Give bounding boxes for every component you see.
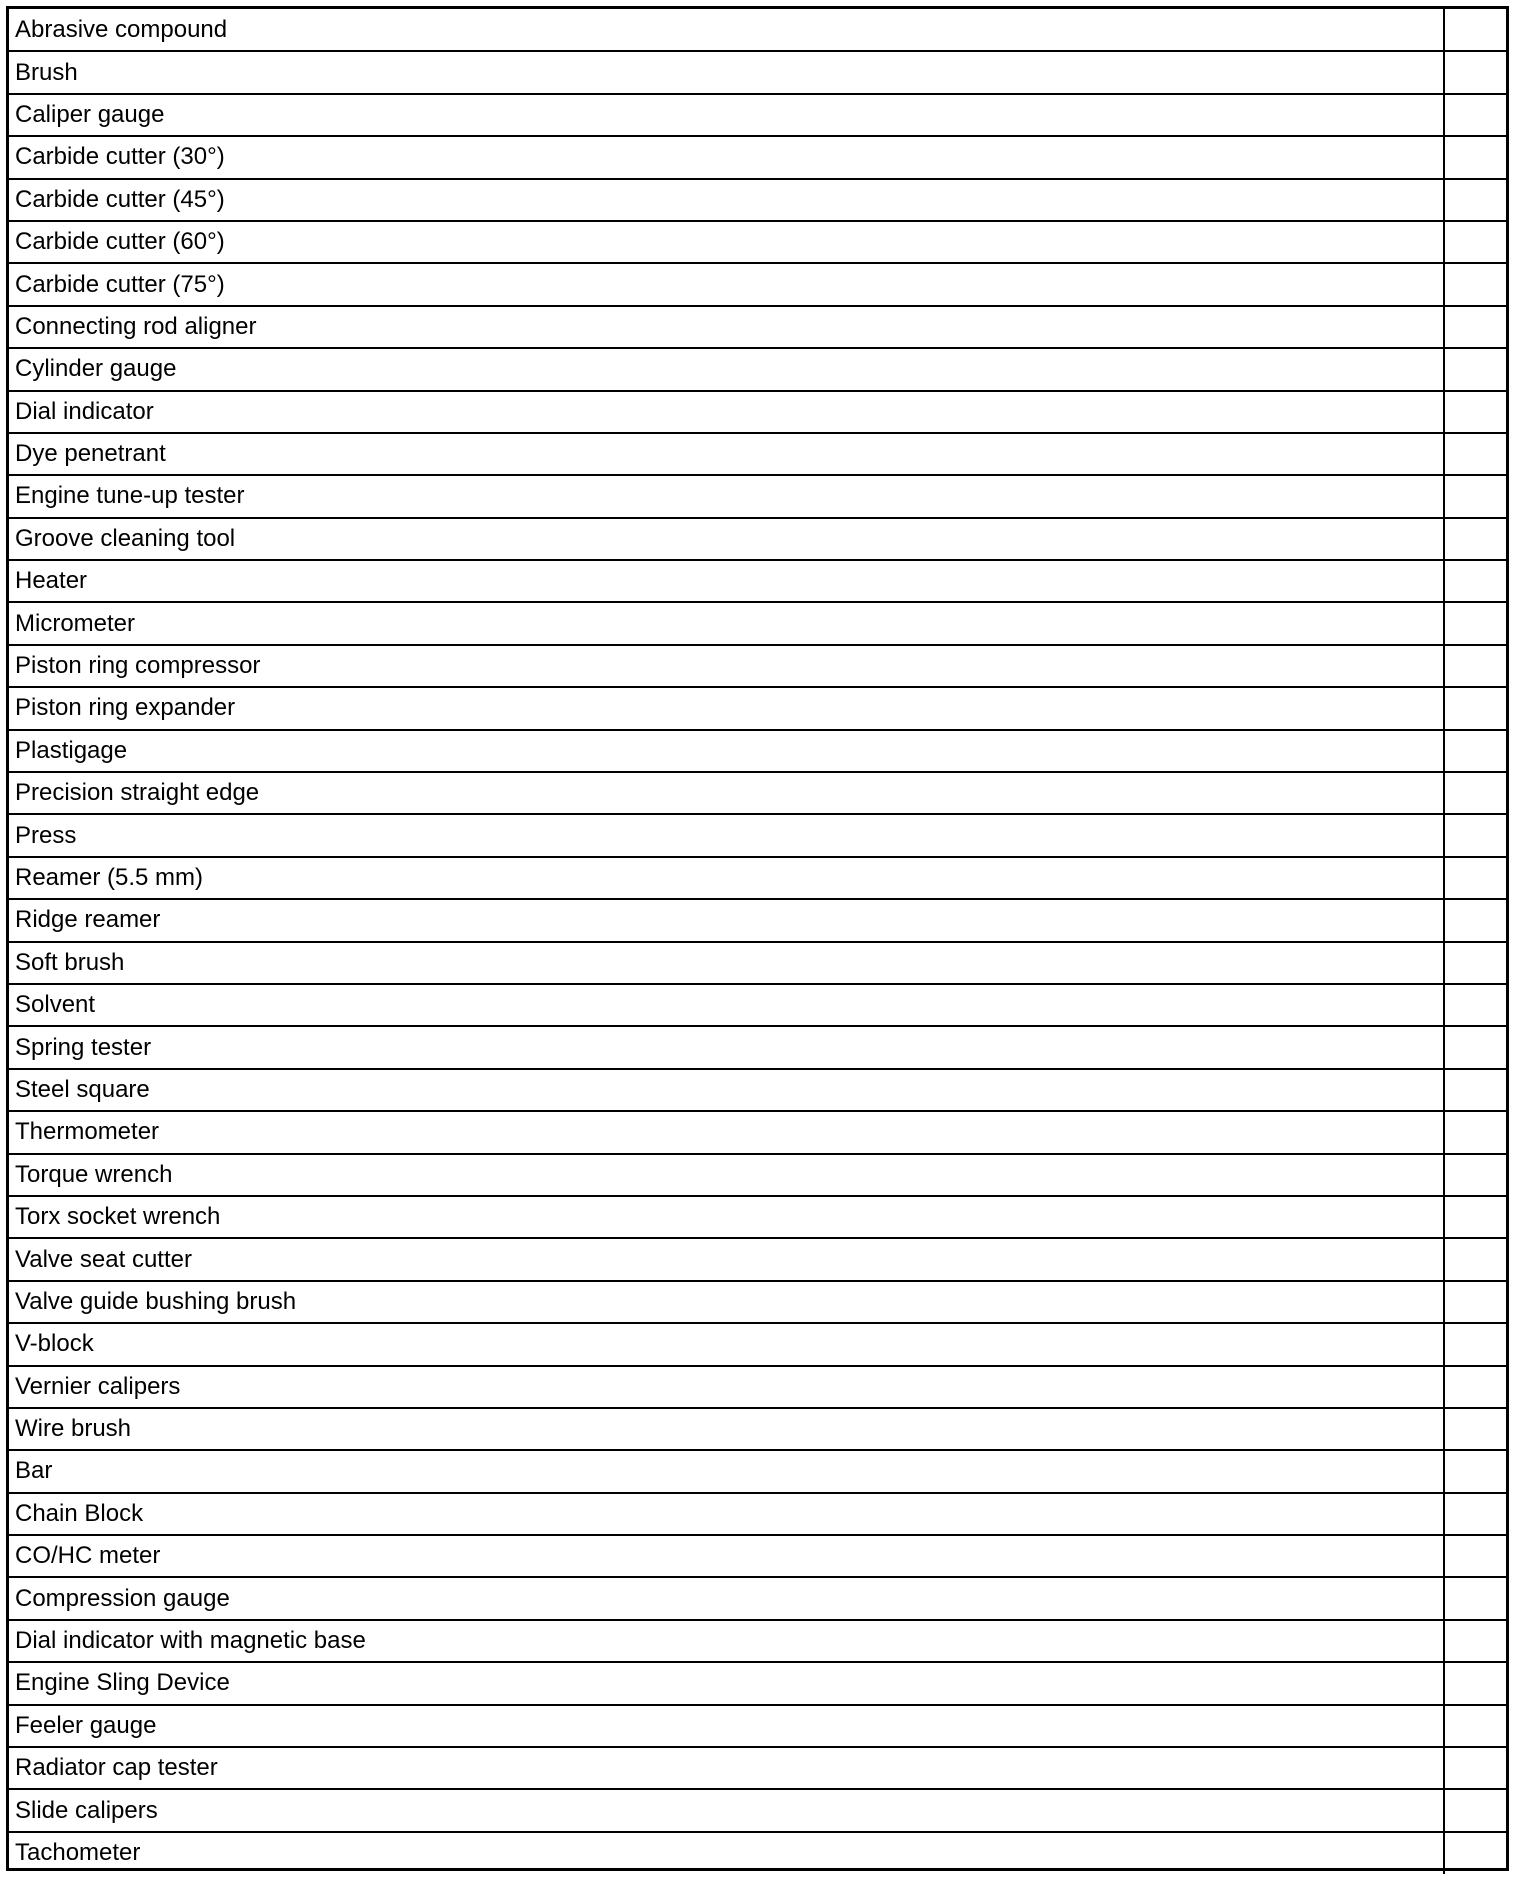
check-cell bbox=[1444, 1408, 1506, 1450]
tool-name-cell: Reamer (5.5 mm) bbox=[9, 857, 1444, 899]
tool-name-cell: Groove cleaning tool bbox=[9, 518, 1444, 560]
table-row bbox=[9, 942, 1506, 984]
check-cell bbox=[1444, 475, 1506, 517]
check-cell bbox=[1444, 942, 1506, 984]
check-cell bbox=[1444, 1281, 1506, 1323]
table-row bbox=[9, 1662, 1506, 1704]
table-row bbox=[9, 179, 1506, 221]
table-row bbox=[9, 1408, 1506, 1450]
table-row bbox=[9, 814, 1506, 856]
table-row bbox=[9, 1026, 1506, 1068]
check-cell bbox=[1444, 560, 1506, 602]
check-cell bbox=[1444, 433, 1506, 475]
table-row bbox=[9, 899, 1506, 941]
tool-name-cell: Ridge reamer bbox=[9, 899, 1444, 941]
check-cell bbox=[1444, 899, 1506, 941]
tool-name-cell: Carbide cutter (75°) bbox=[9, 263, 1444, 305]
table-row bbox=[9, 518, 1506, 560]
table-row bbox=[9, 94, 1506, 136]
tool-name-cell: Brush bbox=[9, 51, 1444, 93]
tool-name-cell: Vernier calipers bbox=[9, 1366, 1444, 1408]
tool-name-cell: Plastigage bbox=[9, 730, 1444, 772]
tool-name-cell: CO/HC meter bbox=[9, 1535, 1444, 1577]
check-cell bbox=[1444, 645, 1506, 687]
check-cell bbox=[1444, 1154, 1506, 1196]
table-row bbox=[9, 1196, 1506, 1238]
table-row bbox=[9, 1493, 1506, 1535]
tools-table-body bbox=[9, 9, 1506, 1874]
tools-table bbox=[9, 9, 1506, 1874]
tool-name-cell: Engine Sling Device bbox=[9, 1662, 1444, 1704]
table-row bbox=[9, 391, 1506, 433]
table-row bbox=[9, 1069, 1506, 1111]
check-cell bbox=[1444, 814, 1506, 856]
table-row bbox=[9, 348, 1506, 390]
table-row bbox=[9, 984, 1506, 1026]
tool-name-cell: Spring tester bbox=[9, 1026, 1444, 1068]
table-row bbox=[9, 1281, 1506, 1323]
tool-name-cell: Piston ring expander bbox=[9, 687, 1444, 729]
tool-name-cell: Slide calipers bbox=[9, 1789, 1444, 1831]
tool-name-cell: Dial indicator with magnetic base bbox=[9, 1620, 1444, 1662]
tool-name-cell: Dye penetrant bbox=[9, 433, 1444, 475]
table-row bbox=[9, 433, 1506, 475]
table-row bbox=[9, 1789, 1506, 1831]
tool-name-cell: Steel square bbox=[9, 1069, 1444, 1111]
tool-name-cell: Chain Block bbox=[9, 1493, 1444, 1535]
check-cell bbox=[1444, 221, 1506, 263]
check-cell bbox=[1444, 984, 1506, 1026]
check-cell bbox=[1444, 602, 1506, 644]
check-cell bbox=[1444, 1535, 1506, 1577]
tool-name-cell: Piston ring compressor bbox=[9, 645, 1444, 687]
check-cell bbox=[1444, 1493, 1506, 1535]
check-cell bbox=[1444, 687, 1506, 729]
check-cell bbox=[1444, 857, 1506, 899]
table-row bbox=[9, 687, 1506, 729]
check-cell bbox=[1444, 1196, 1506, 1238]
table-row bbox=[9, 1238, 1506, 1280]
tool-name-cell: Radiator cap tester bbox=[9, 1747, 1444, 1789]
tool-name-cell: Carbide cutter (60°) bbox=[9, 221, 1444, 263]
tool-name-cell: Abrasive compound bbox=[15, 15, 228, 43]
check-cell bbox=[1444, 391, 1506, 433]
check-cell bbox=[1444, 1577, 1506, 1619]
tool-name-cell: Wire brush bbox=[9, 1408, 1444, 1450]
check-cell bbox=[1444, 1747, 1506, 1789]
check-cell bbox=[1444, 1832, 1506, 1874]
table-row bbox=[9, 1747, 1506, 1789]
check-cell bbox=[1444, 348, 1506, 390]
check-cell bbox=[1444, 1366, 1506, 1408]
check-cell bbox=[1444, 1111, 1506, 1153]
tool-name-cell: Bar bbox=[9, 1450, 1444, 1492]
check-cell bbox=[1444, 1450, 1506, 1492]
table-row bbox=[9, 772, 1506, 814]
tool-name-cell: Valve guide bushing brush bbox=[9, 1281, 1444, 1323]
tool-name-cell: Caliper gauge bbox=[9, 94, 1444, 136]
check-cell bbox=[1444, 9, 1506, 51]
tool-name-cell: Connecting rod aligner bbox=[9, 306, 1444, 348]
table-row bbox=[9, 263, 1506, 305]
table-row bbox=[9, 1366, 1506, 1408]
check-cell bbox=[1444, 136, 1506, 178]
table-row bbox=[9, 1577, 1506, 1619]
table-row bbox=[9, 645, 1506, 687]
table-row bbox=[9, 136, 1506, 178]
check-cell bbox=[1444, 1662, 1506, 1704]
check-cell bbox=[1444, 263, 1506, 305]
table-row bbox=[9, 1111, 1506, 1153]
table-row bbox=[9, 475, 1506, 517]
tool-name-cell: Precision straight edge bbox=[9, 772, 1444, 814]
table-row bbox=[9, 221, 1506, 263]
table-row bbox=[9, 1154, 1506, 1196]
tool-name-cell: Cylinder gauge bbox=[9, 348, 1444, 390]
tool-name-cell: Soft brush bbox=[9, 942, 1444, 984]
table-row bbox=[9, 857, 1506, 899]
check-cell bbox=[1444, 1323, 1506, 1365]
tool-name-cell: Torque wrench bbox=[9, 1154, 1444, 1196]
tool-name-cell: Tachometer bbox=[9, 1832, 1444, 1874]
tool-name-cell: Valve seat cutter bbox=[9, 1238, 1444, 1280]
tool-name-cell: Engine tune-up tester bbox=[9, 475, 1444, 517]
tool-name-cell: Feeler gauge bbox=[9, 1705, 1444, 1747]
table-row bbox=[9, 9, 1506, 51]
check-cell bbox=[1444, 730, 1506, 772]
table-row bbox=[9, 1832, 1506, 1874]
tool-name-cell: Compression gauge bbox=[9, 1577, 1444, 1619]
tool-list-table bbox=[6, 6, 1509, 1871]
check-cell bbox=[1444, 179, 1506, 221]
tool-name-cell: Press bbox=[9, 814, 1444, 856]
tool-name-cell: Carbide cutter (30°) bbox=[9, 136, 1444, 178]
check-cell bbox=[1444, 1238, 1506, 1280]
table-row bbox=[9, 602, 1506, 644]
tool-name-cell: Carbide cutter (45°) bbox=[9, 179, 1444, 221]
tool-name-cell: Torx socket wrench bbox=[9, 1196, 1444, 1238]
table-row bbox=[9, 51, 1506, 93]
check-cell bbox=[1444, 94, 1506, 136]
tool-name-cell: Heater bbox=[9, 560, 1444, 602]
check-cell bbox=[1444, 1620, 1506, 1662]
check-cell bbox=[1444, 306, 1506, 348]
tool-name-cell: V-block bbox=[9, 1323, 1444, 1365]
table-row bbox=[9, 1323, 1506, 1365]
check-cell bbox=[1444, 1705, 1506, 1747]
table-row bbox=[9, 730, 1506, 772]
table-row bbox=[9, 1705, 1506, 1747]
check-cell bbox=[1444, 1069, 1506, 1111]
table-row bbox=[9, 1535, 1506, 1577]
table-row bbox=[9, 1620, 1506, 1662]
check-cell bbox=[1444, 518, 1506, 560]
check-cell bbox=[1444, 51, 1506, 93]
table-row bbox=[9, 306, 1506, 348]
check-cell bbox=[1444, 1789, 1506, 1831]
table-row bbox=[9, 560, 1506, 602]
tool-name-cell: Dial indicator bbox=[9, 391, 1444, 433]
tool-name-cell: Micrometer bbox=[9, 602, 1444, 644]
table-row bbox=[9, 1450, 1506, 1492]
tool-name-cell: Solvent bbox=[9, 984, 1444, 1026]
check-cell bbox=[1444, 772, 1506, 814]
check-cell bbox=[1444, 1026, 1506, 1068]
tool-name-cell: Thermometer bbox=[9, 1111, 1444, 1153]
